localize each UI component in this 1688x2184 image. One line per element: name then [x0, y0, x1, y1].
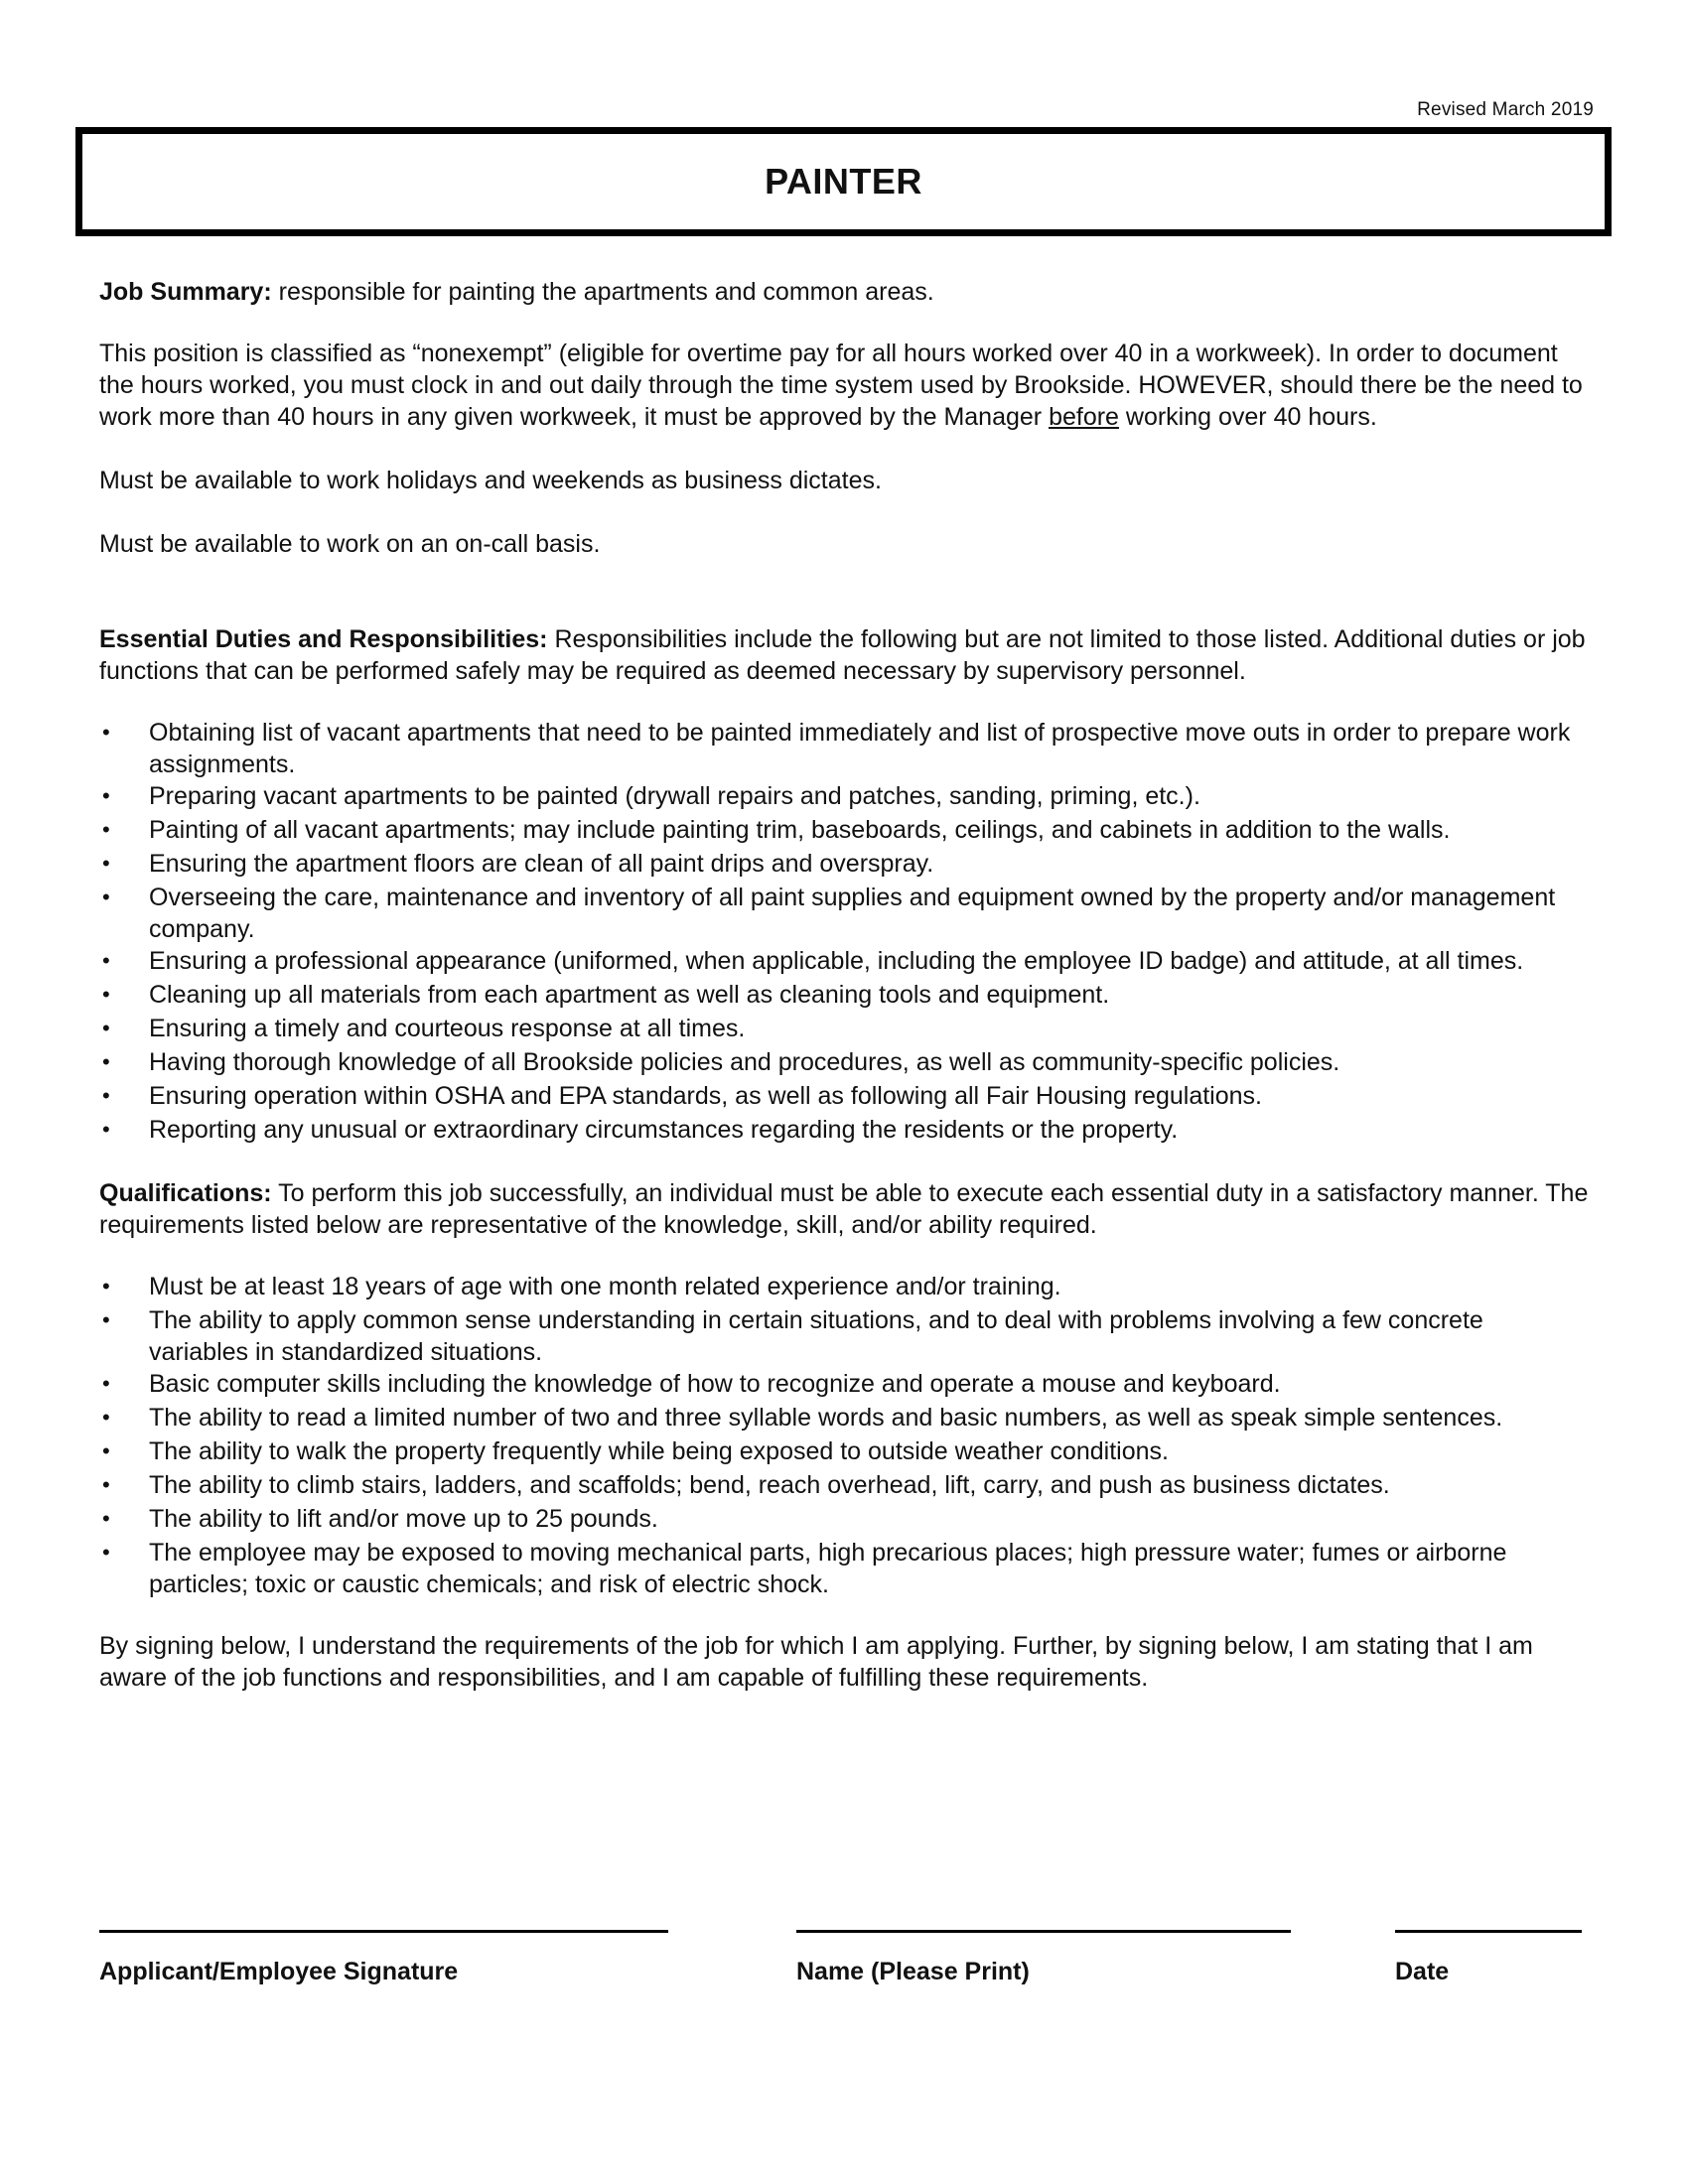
date-label: Date: [1395, 1958, 1450, 1985]
duties-label: Essential Duties and Responsibilities:: [99, 625, 548, 653]
job-summary-text: responsible for painting the apartments and common areas.: [271, 278, 934, 306]
bullet-icon: •: [102, 1083, 110, 1108]
job-summary-label: Job Summary:: [99, 278, 272, 306]
list-item: [99, 979, 1589, 1013]
list-item-text: Obtaining list of vacant apartments that need to be painted immediately and list of prospective move outs in order to prepare work assignments.: [149, 719, 1571, 778]
list-item-text: Preparing vacant apartments to be painted (drywall repairs and patches, sanding, priming, etc.).: [149, 782, 1200, 810]
bullet-icon: •: [102, 1117, 110, 1142]
bullet-icon: •: [102, 1405, 110, 1430]
duties-list: [99, 717, 1589, 1148]
name-line[interactable]: [796, 1930, 1291, 1933]
bullet-icon: •: [102, 1016, 110, 1040]
list-item-text: Must be at least 18 years of age with one month related experience and/or training.: [149, 1273, 1061, 1300]
availability-on-call: Must be available to work on an on-call basis.: [99, 530, 601, 558]
list-item-text: The employee may be exposed to moving mechanical parts, high precarious places; high pressure water; fumes or airborne particles; toxic or caustic chemicals; and risk of electric shock.: [149, 1539, 1507, 1598]
classification-text-end: working over 40 hours.: [1118, 403, 1377, 431]
list-item-text: Painting of all vacant apartments; may include painting trim, baseboards, ceilings, and cabinets in addition to the walls.: [149, 816, 1451, 844]
list-item-text: Having thorough knowledge of all Brookside policies and procedures, as well as community-specific policies.: [149, 1048, 1340, 1076]
signature-label: Applicant/Employee Signature: [99, 1958, 459, 1985]
bullet-icon: •: [102, 720, 110, 745]
list-item-text: The ability to climb stairs, ladders, and scaffolds; bend, reach overhead, lift, carry, and push as business dictates.: [149, 1471, 1390, 1499]
classification-underlined: before: [1049, 403, 1119, 431]
list-item-text: Ensuring a professional appearance (uniformed, when applicable, including the employee ID badge) and attitude, at all times.: [149, 947, 1524, 975]
duties-intro-text: Responsibilities include the following but are not limited to those listed. Additional duties or job functions that can be performed safely may be required as deemed necessary by supervisory personnel.: [99, 625, 1586, 685]
list-item: [99, 1469, 1589, 1503]
list-item-text: Overseeing the care, maintenance and inventory of all paint supplies and equipment owned by the property and/or management company.: [149, 884, 1556, 943]
bullet-icon: •: [102, 817, 110, 842]
list-item-text: Cleaning up all materials from each apartment as well as cleaning tools and equipment.: [149, 981, 1110, 1009]
page-title: PAINTER: [765, 161, 922, 202]
signature-line[interactable]: [99, 1930, 668, 1933]
signing-statement: By signing below, I understand the requirements of the job for which I am applying. Further, by signing below, I am stating that I am aware of the job functions and responsibilities, and I am capable of fulfilling these requirements.: [99, 1632, 1533, 1692]
qualifications-intro: [99, 1177, 1589, 1241]
bullet-icon: •: [102, 1540, 110, 1565]
qualifications-intro-text: To perform this job successfully, an individual must be able to execute each essential duty in a satisfactory manner. The requirements listed below are representative of the knowledge, skill, and/or ability required.: [99, 1179, 1589, 1239]
list-item: [99, 1368, 1589, 1402]
bullet-icon: •: [102, 1371, 110, 1396]
job-summary: [99, 276, 1589, 308]
list-item: [99, 945, 1589, 979]
list-item: [99, 1435, 1589, 1469]
date-line[interactable]: [1395, 1930, 1582, 1933]
duties-intro: [99, 623, 1589, 687]
list-item-text: Ensuring a timely and courteous response at all times.: [149, 1015, 746, 1042]
list-item: [99, 1046, 1589, 1080]
bullet-icon: •: [102, 1049, 110, 1074]
bullet-icon: •: [102, 982, 110, 1007]
bullet-icon: •: [102, 1472, 110, 1497]
revised-date: Revised March 2019: [1417, 99, 1594, 120]
list-item: [99, 1503, 1589, 1537]
list-item: [99, 1304, 1589, 1368]
list-item-text: Ensuring operation within OSHA and EPA standards, as well as following all Fair Housing regulations.: [149, 1082, 1262, 1110]
list-item: [99, 1080, 1589, 1114]
list-item: [99, 780, 1589, 814]
list-item: [99, 1271, 1589, 1304]
list-item-text: The ability to walk the property frequently while being exposed to outside weather conditions.: [149, 1437, 1169, 1465]
list-item-text: The ability to apply common sense understanding in certain situations, and to deal with problems involving a few concrete variables in standardized situations.: [149, 1306, 1483, 1366]
bullet-icon: •: [102, 1274, 110, 1298]
list-item: [99, 1402, 1589, 1435]
bullet-icon: •: [102, 1506, 110, 1531]
qualifications-label: Qualifications:: [99, 1179, 272, 1207]
list-item: [99, 1013, 1589, 1046]
availability-holidays: Must be available to work holidays and weekends as business dictates.: [99, 467, 882, 494]
list-item: [99, 1114, 1589, 1148]
list-item: [99, 717, 1589, 780]
name-label: Name (Please Print): [796, 1958, 1030, 1985]
list-item: [99, 814, 1589, 848]
list-item-text: Ensuring the apartment floors are clean of all paint drips and overspray.: [149, 850, 934, 878]
bullet-icon: •: [102, 851, 110, 876]
bullet-icon: •: [102, 1307, 110, 1332]
list-item-text: Reporting any unusual or extraordinary circumstances regarding the residents or the property.: [149, 1116, 1179, 1144]
bullet-icon: •: [102, 1438, 110, 1463]
bullet-icon: •: [102, 885, 110, 909]
classification-paragraph: [99, 338, 1589, 433]
list-item-text: The ability to lift and/or move up to 25 pounds.: [149, 1505, 658, 1533]
document-body: [99, 276, 1589, 1694]
qualifications-list: [99, 1271, 1589, 1600]
signature-block: [99, 1930, 1589, 1999]
list-item: [99, 882, 1589, 945]
list-item: [99, 848, 1589, 882]
classification-text: This position is classified as “nonexempt” (eligible for overtime pay for all hours worked over 40 in a workweek). In order to document the hours worked, you must clock in and out daily through the time system used by Brookside. HOWEVER, should there be the need to work more than 40 hours in any given workweek, it must be approved by the Manager: [99, 340, 1583, 431]
list-item-text: The ability to read a limited number of two and three syllable words and basic numbers, as well as speak simple sentences.: [149, 1404, 1503, 1432]
list-item: [99, 1537, 1589, 1600]
list-item-text: Basic computer skills including the knowledge of how to recognize and operate a mouse and keyboard.: [149, 1370, 1281, 1398]
bullet-icon: •: [102, 783, 110, 808]
title-box: [75, 127, 1612, 236]
bullet-icon: •: [102, 948, 110, 973]
